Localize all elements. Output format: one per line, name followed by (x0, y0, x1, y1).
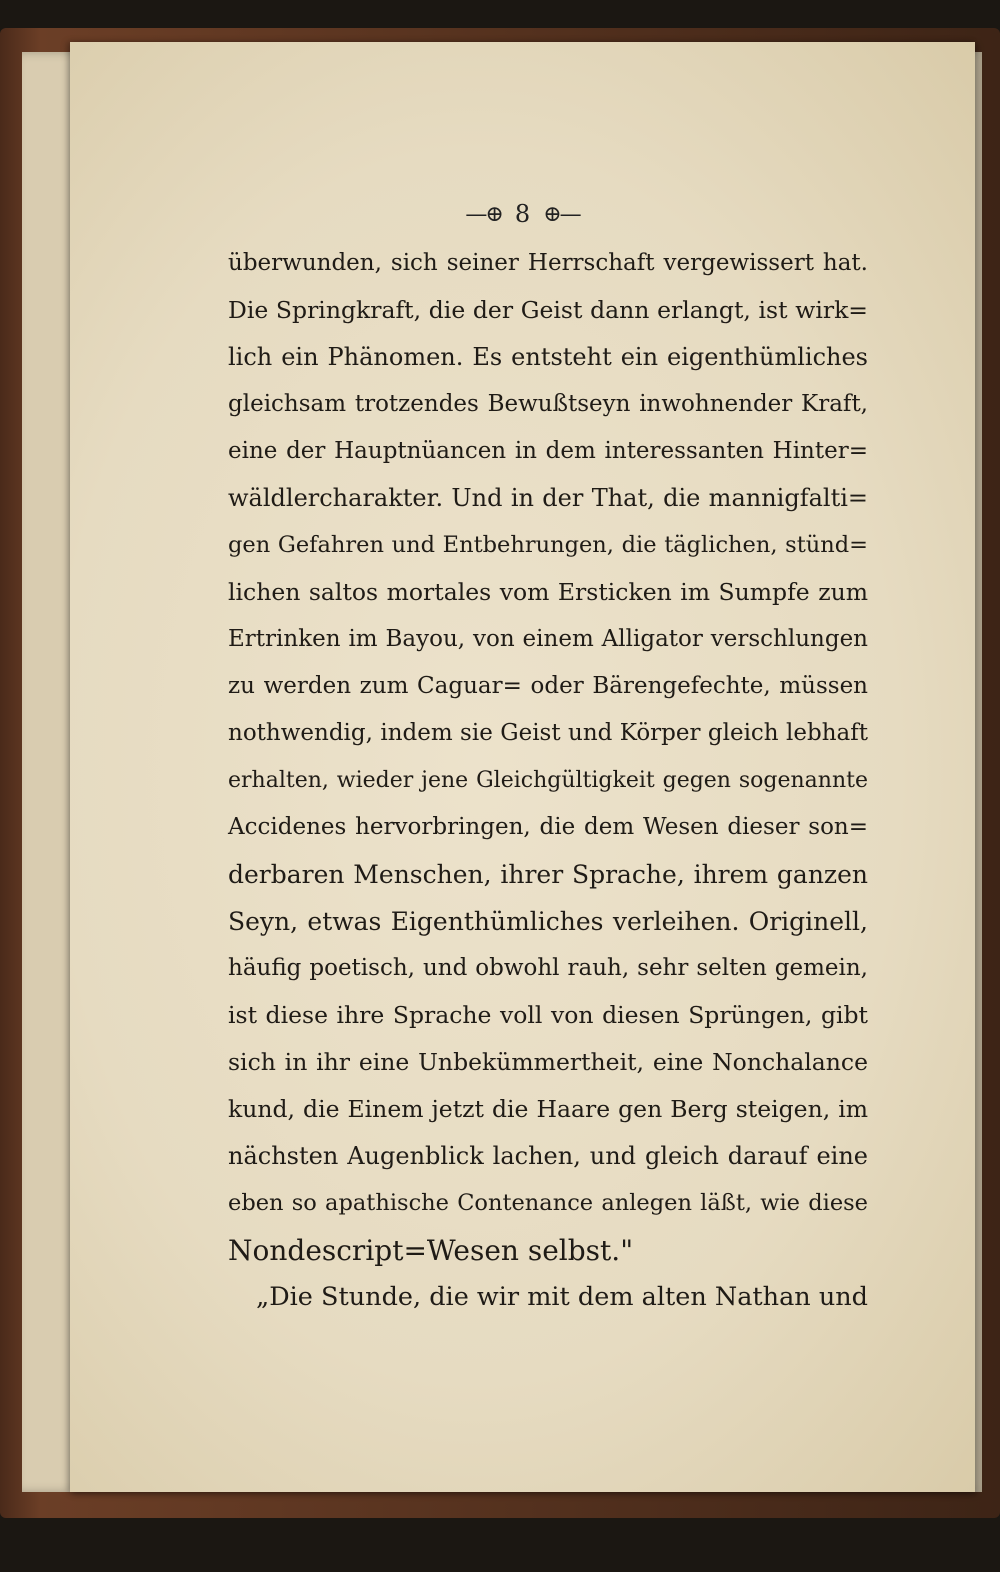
text-line: derbaren Menschen, ihrer Sprache, ihrem ganzen (228, 860, 868, 889)
page-number: 8 (514, 200, 531, 228)
text-line: Ertrinken im Bayou, von einem Alligator verschlungen (228, 626, 868, 652)
ornament-right-icon: ⊕— (543, 201, 580, 227)
text-line: häufig poetisch, und obwohl rauh, sehr selten gemein, (228, 955, 868, 981)
text-line: erhalten, wieder jene Gleichgültigkeit gegen sogenannte (228, 768, 868, 793)
text-line: Accidenes hervorbringen, die dem Wesen dieser son= (228, 814, 868, 840)
text-line: eben so apathische Contenance anlegen läßt, wie diese (228, 1190, 868, 1216)
text-line: zu werden zum Caguar= oder Bärengefechte, müssen (228, 673, 868, 699)
text-line: Nondescript=Wesen selbst." (228, 1234, 634, 1267)
text-line: nothwendig, indem sie Geist und Körper gleich lebhaft (228, 720, 868, 746)
text-line: nächsten Augenblick lachen, und gleich darauf eine (228, 1142, 868, 1170)
text-line: gleichsam trotzendes Bewußtseyn inwohnender Kraft, (228, 391, 868, 417)
body-text (228, 240, 868, 1321)
book-page (70, 42, 975, 1492)
text-line: „Die Stunde, die wir mit dem alten Nathan und (256, 1282, 868, 1312)
text-line: lichen saltos mortales vom Ersticken im Sumpfe zum (228, 578, 868, 606)
text-line: ist diese ihre Sprache voll von diesen Sprüngen, gibt (228, 1001, 868, 1029)
text-line: gen Gefahren und Entbehrungen, die täglichen, stünd= (228, 532, 868, 558)
text-line: lich ein Phänomen. Es entsteht ein eigenthümliches (228, 343, 868, 371)
text-line: eine der Hauptnüancen in dem interessanten Hinter= (228, 438, 868, 464)
text-line: kund, die Einem jetzt die Haare gen Berg steigen, im (228, 1095, 868, 1123)
text-line: wäldlercharakter. Und in der That, die mannigfalti= (228, 484, 868, 512)
text-line: Seyn, etwas Eigenthümliches verleihen. Originell, (228, 907, 868, 936)
text-line: überwunden, sich seiner Herrschaft vergewissert hat. (228, 250, 868, 276)
text-line: sich in ihr eine Unbekümmertheit, eine Nonchalance (228, 1048, 868, 1076)
text-line: Die Springkraft, die der Geist dann erlangt, ist wirk= (228, 296, 868, 324)
page-header (70, 200, 975, 228)
ornament-left-icon: —⊕ (465, 201, 502, 227)
